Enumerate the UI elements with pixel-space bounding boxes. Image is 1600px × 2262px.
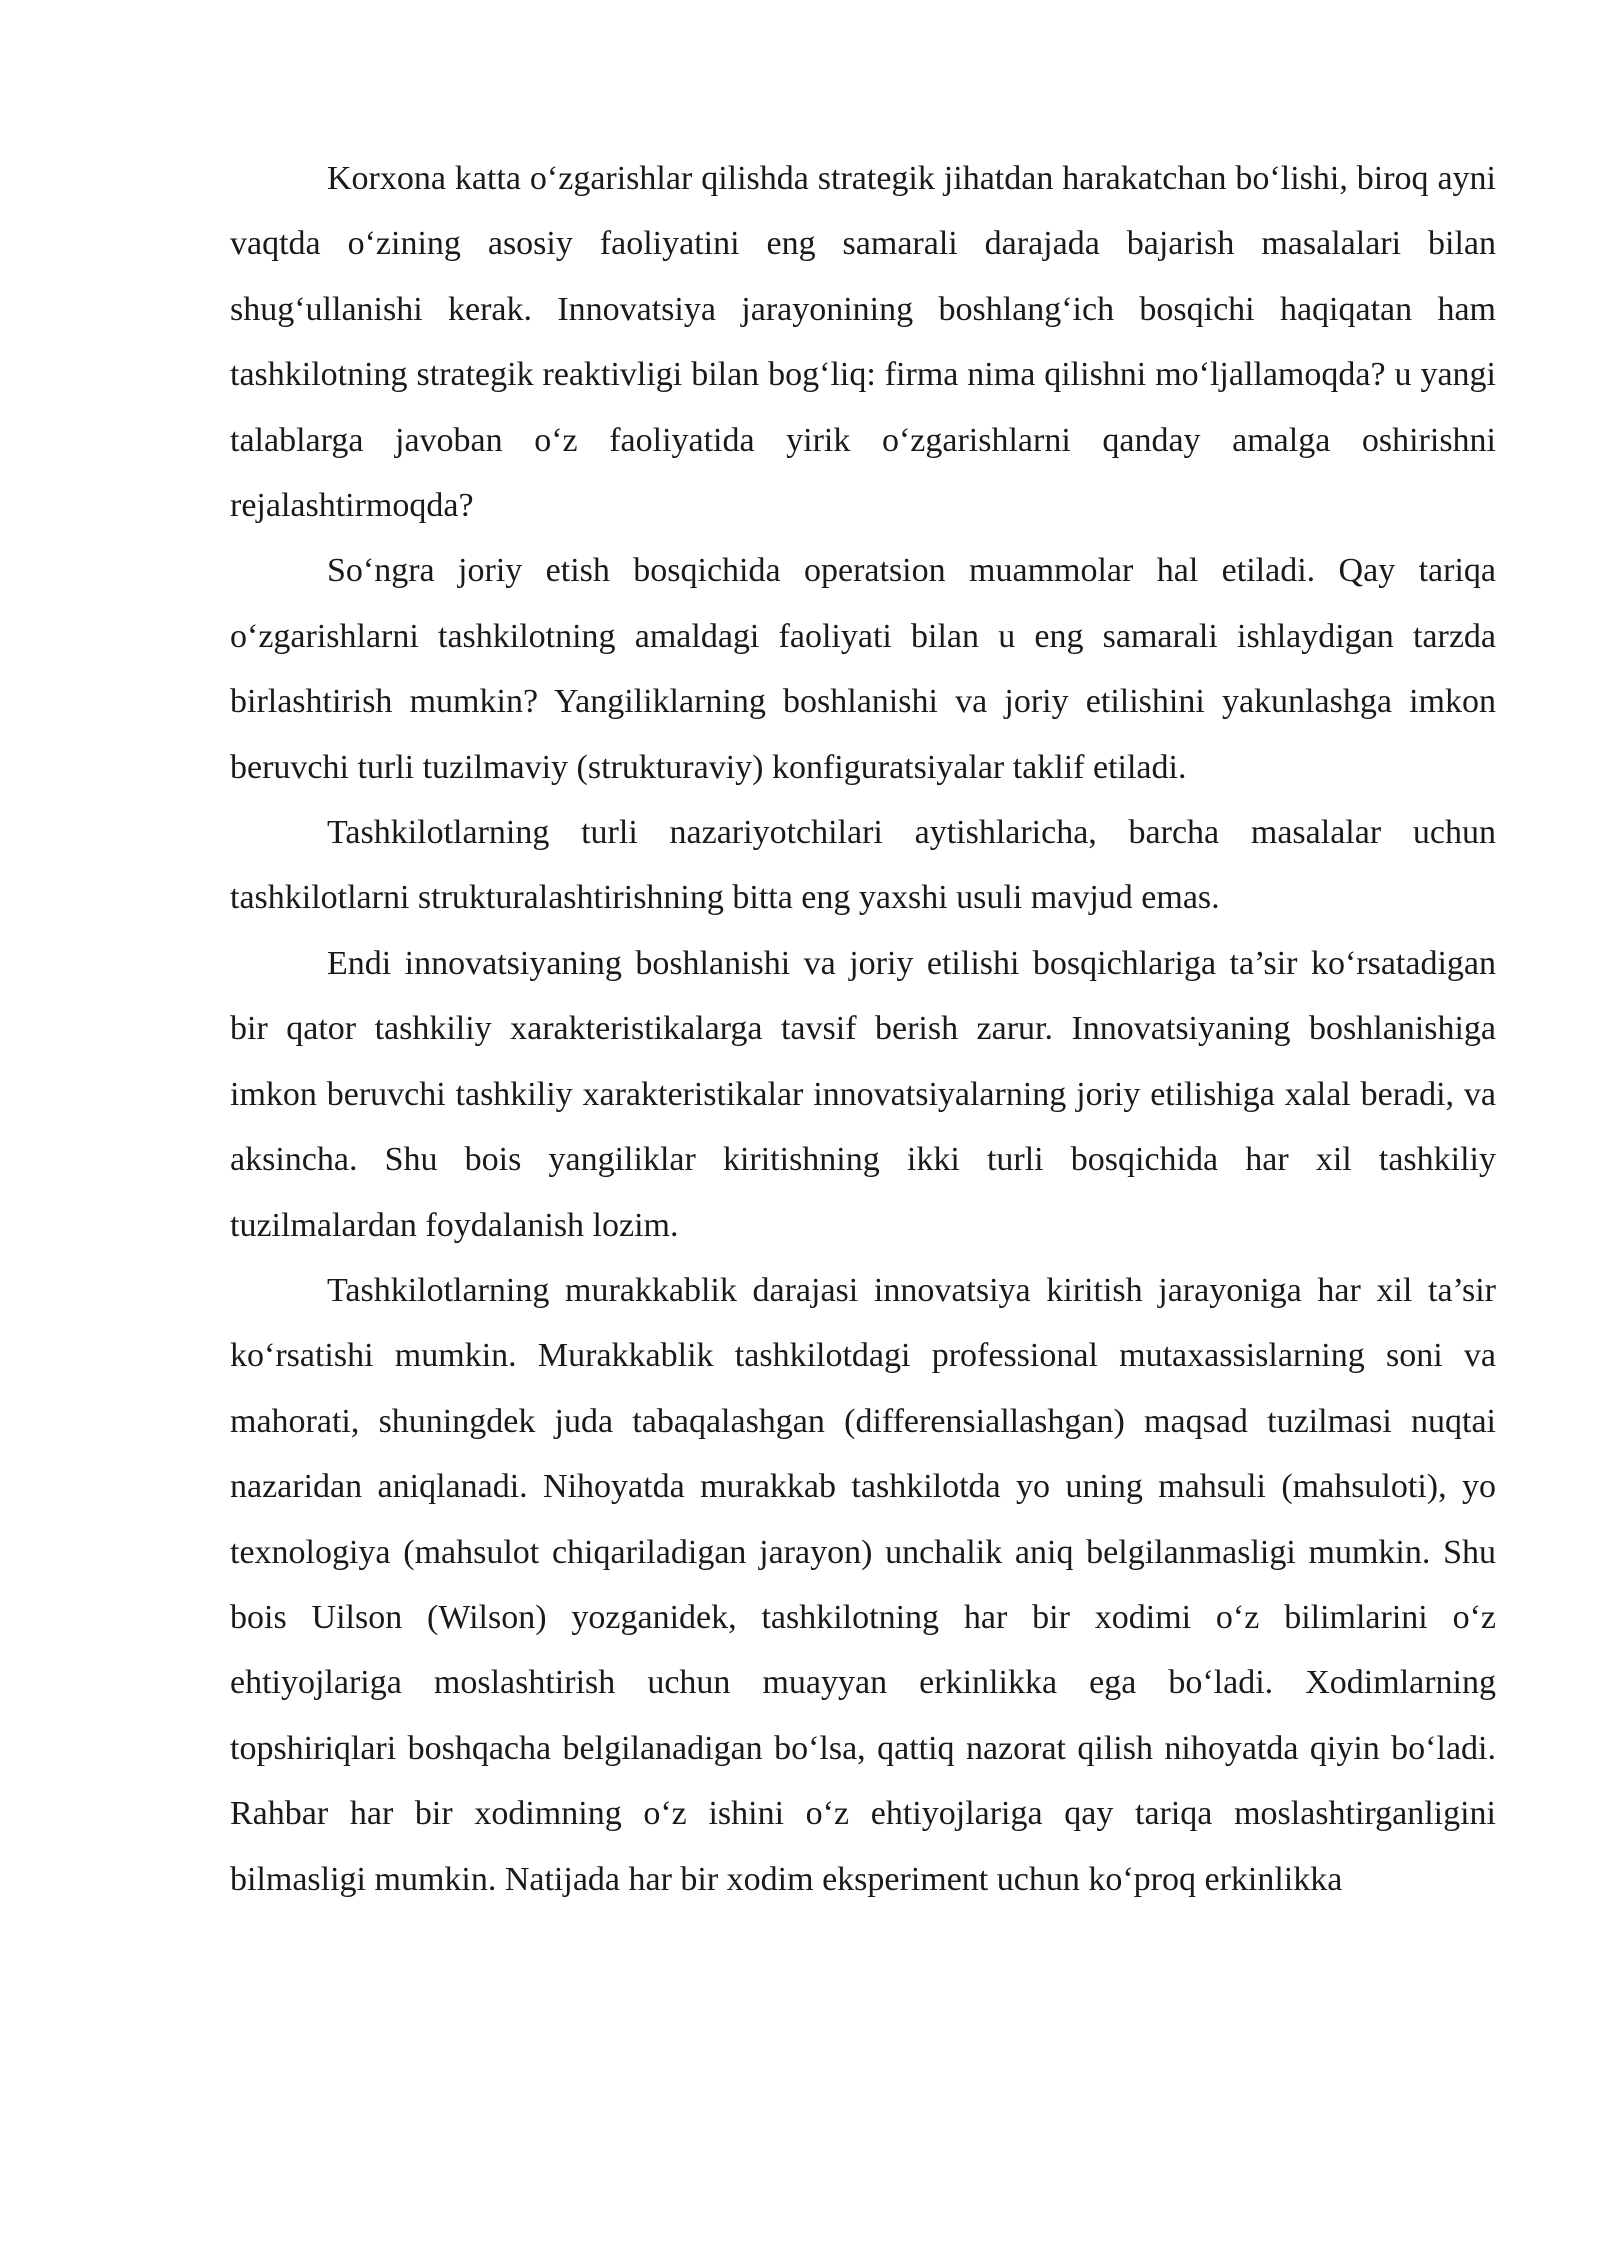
- paragraph-4: Endi innovatsiyaning boshlanishi va joriy etilishi bosqichlariga ta’sir ko‘rsatadigan bir qator tashkiliy xarakteristikalarga tavsif berish zarur. Innovatsiyaning boshlanishiga imkon beruvchi tashkiliy xarakteristikalar innovatsiyalarning joriy etilishiga xalal beradi, va aksincha. Shu bois yangiliklar kiritishning ikki turli bosqichida har xil tashkiliy tuzilmalardan foydalanish lozim.: [230, 944, 1496, 1244]
- paragraph-5: Tashkilotlarning murakkablik darajasi innovatsiya kiritish jarayoniga har xil ta’sir ko‘rsatishi mumkin. Murakkablik tashkilotdagi professional mutaxassislarning soni va mahorati, shuningdek juda tabaqalashgan (differensiallashgan) maqsad tuzilmasi nuqtai nazaridan aniqlanadi. Nihoyatda murakkab tashkilotda yo uning mahsuli (mahsuloti), yo texnologiya (mahsulot chiqariladigan jarayon) unchalik aniq belgilanmasligi mumkin. Shu bois Uilson (Wilson) yozganidek, tashkilotning har bir xodimi o‘z bilimlarini o‘z ehtiyojlariga moslashtirish uchun muayyan erkinlikka ega bo‘ladi. Xodimlarning topshiriqlari boshqacha belgilanadigan bo‘lsa, qattiq nazorat qilish nihoyatda qiyin bo‘ladi. Rahbar har bir xodimning o‘z ishini o‘z ehtiyojlariga qay tariqa moslashtirganligini bilmasligi mumkin. Natijada har bir xodim eksperiment uchun ko‘proq erkinlikka: [230, 1271, 1496, 1898]
- document-page: [230, 146, 1496, 1912]
- paragraph-3: Tashkilotlarning turli nazariyotchilari aytishlaricha, barcha masalalar uchun tashkilotlarni strukturalashtirishning bitta eng yaxshi usuli mavjud emas.: [230, 814, 1496, 917]
- paragraph-2: So‘ngra joriy etish bosqichida operatsion muammolar hal etiladi. Qay tariqa o‘zgarishlarni tashkilotning amaldagi faoliyati bilan u eng samarali ishlaydigan tarzda birlashtirish mumkin? Yangiliklarning boshlanishi va joriy etilishini yakunlashga imkon beruvchi turli tuzilmaviy (strukturaviy) konfiguratsiyalar taklif etiladi.: [230, 552, 1496, 786]
- paragraph-1: Korxona katta o‘zgarishlar qilishda strategik jihatdan harakatchan bo‘lishi, biroq ayni vaqtda o‘zining asosiy faoliyatini eng samarali darajada bajarish masalalari bilan shug‘ullanishi kerak. Innovatsiya jarayonining boshlang‘ich bosqichi haqiqatan ham tashkilotning strategik reaktivligi bilan bog‘liq: firma nima qilishni mo‘ljallamoqda? u yangi talablarga javoban o‘z faoliyatida yirik o‘zgarishlarni qanday amalga oshirishni rejalashtirmoqda?: [230, 160, 1496, 525]
